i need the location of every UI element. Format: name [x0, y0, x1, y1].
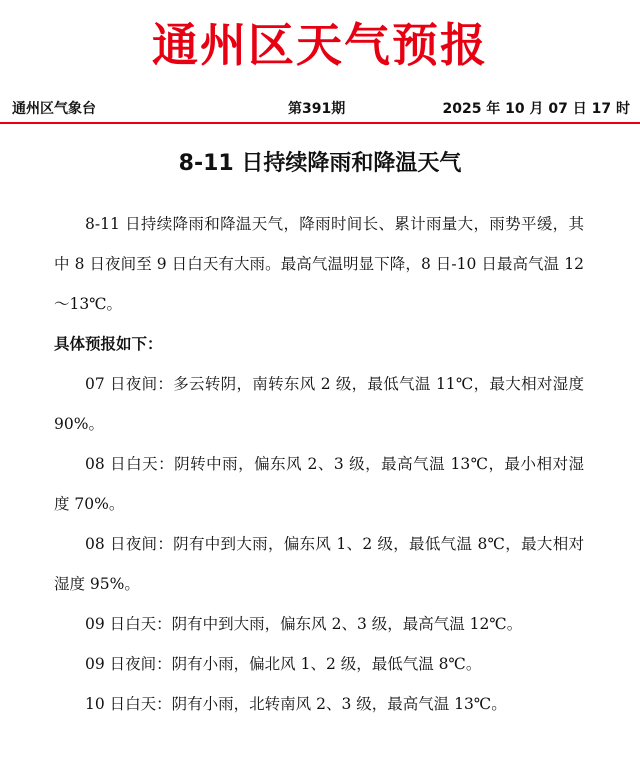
forecast-item: 07 日夜间：多云转阴，南转东风 2 级，最低气温 11℃，最大相对湿度 90%。 [54, 375, 584, 433]
red-divider [0, 122, 640, 124]
issue-datetime: 2025 年 10 月 07 日 17 时 [442, 101, 630, 117]
forecast-item: 08 日夜间：阴有中到大雨，偏东风 1、2 级，最低气温 8℃，最大相对湿度 95%。 [54, 535, 584, 593]
forecast-item: 10 日白天：阴有小雨，北转南风 2、3 级，最高气温 13℃。 [85, 695, 507, 713]
forecast-item: 09 日白天：阴有中到大雨，偏东风 2、3 级，最高气温 12℃。 [85, 615, 523, 633]
forecast-item: 09 日夜间：阴有小雨，偏北风 1、2 级，最低气温 8℃。 [85, 655, 482, 673]
issue-info-bar [12, 98, 630, 120]
forecast-headline: 8-11 日持续降雨和降温天气 [178, 151, 462, 176]
issuer-label: 通州区气象台 [12, 101, 96, 117]
forecast-body [54, 204, 584, 724]
masthead-title: 通州区天气预报 [152, 18, 488, 72]
issue-number: 第391期 [288, 101, 346, 117]
details-subheading: 具体预报如下： [54, 334, 163, 353]
forecast-item: 08 日白天：阴转中雨，偏东风 2、3 级，最高气温 13℃，最小相对湿度 70%。 [54, 455, 584, 513]
summary-paragraph: 8-11 日持续降雨和降温天气，降雨时间长、累计雨量大，雨势平缓，其中 8 日夜间至 9 日白天有大雨。最高气温明显下降，8 日-10 日最高气温 12～13℃。 [54, 215, 584, 313]
